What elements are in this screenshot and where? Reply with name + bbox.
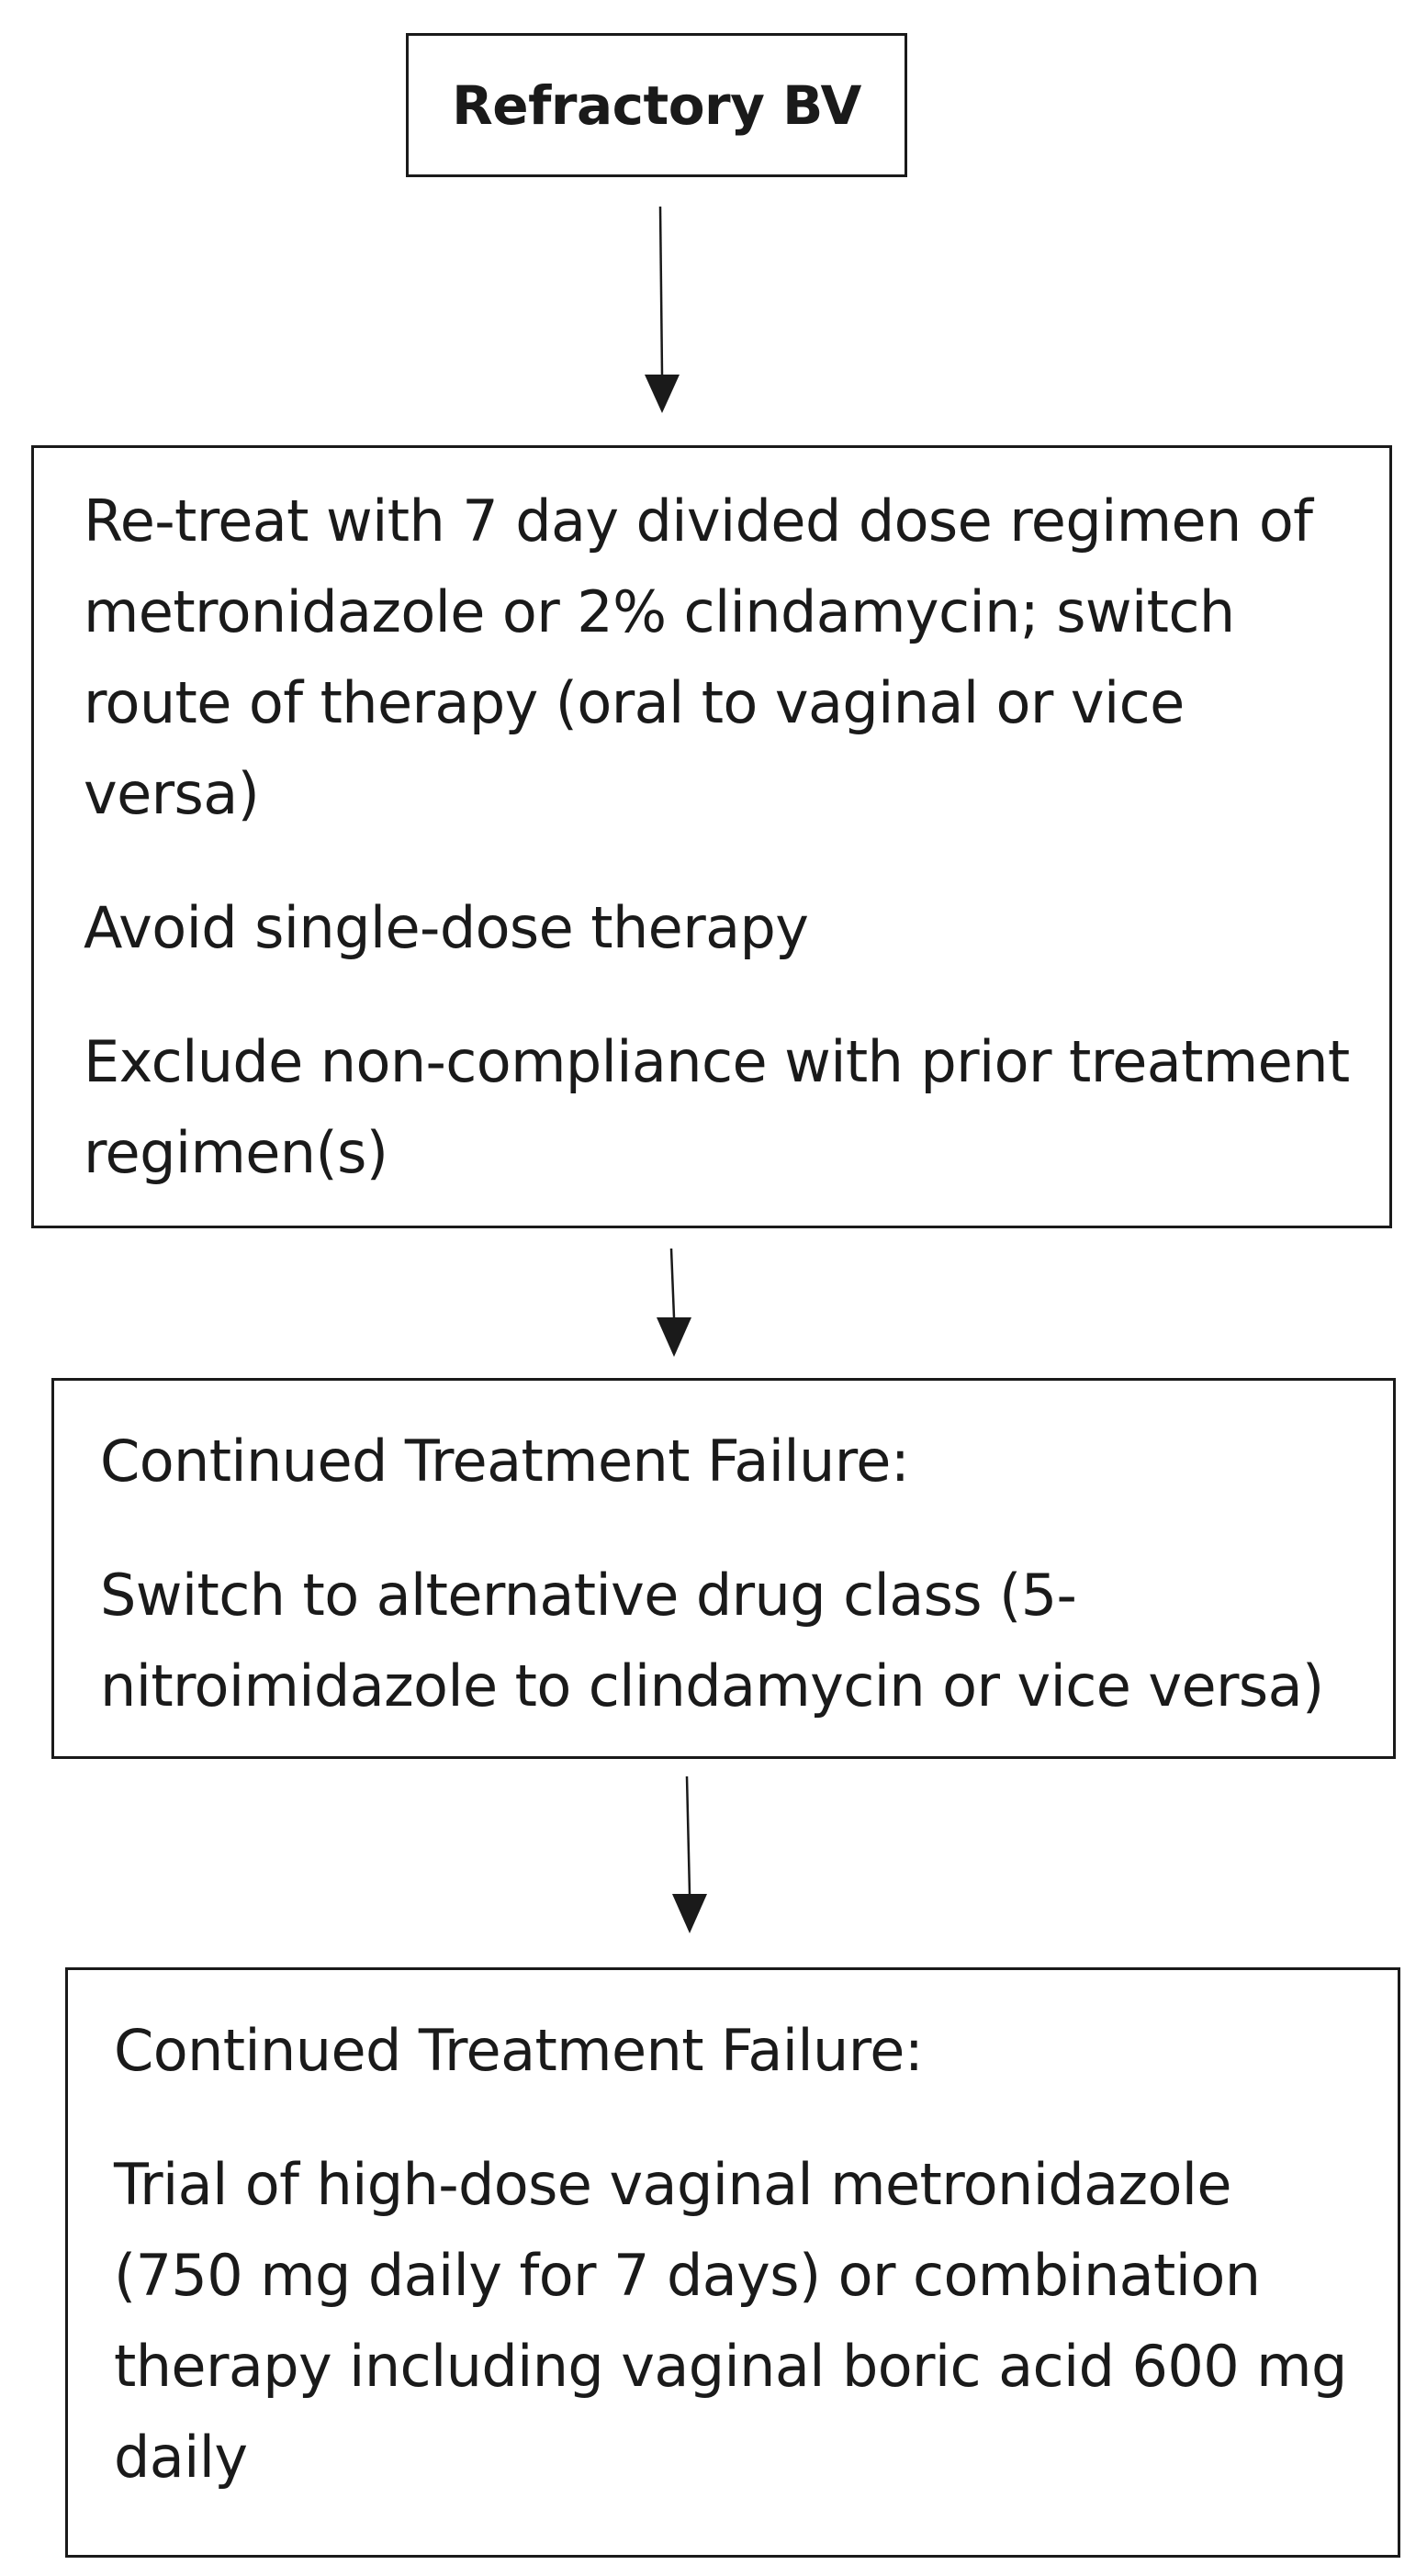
exclude-noncompliance-text: Exclude non-compliance with prior treatment regimen(s) <box>84 1028 1350 1186</box>
avoid-single-dose-text: Avoid single-dose therapy <box>84 894 809 961</box>
arrow-head-icon <box>657 1317 691 1357</box>
arrow-head-icon <box>645 375 680 413</box>
retreat-instruction: Re-treat with 7 day divided dose regimen of metronidazole or 2% clindamycin; switch route of therapy (oral to vaginal or vice versa) <box>84 487 1313 827</box>
switch-drug-class-text: Switch to alternative drug class (5-nitroimidazole to clindamycin or vice versa) <box>100 1562 1324 1719</box>
failure-heading: Continued Treatment Failure: <box>114 2017 924 2084</box>
flowchart-title: Refractory BV <box>452 73 861 137</box>
arrow-start-to-step1 <box>645 207 680 413</box>
failure-heading: Continued Treatment Failure: <box>100 1428 910 1495</box>
high-dose-trial-text: Trial of high-dose vaginal metronidazole (750 mg daily for 7 days) or combination therapy including vaginal boric acid 600 mg daily <box>114 2151 1347 2491</box>
arrow-step1-to-step2 <box>657 1249 691 1357</box>
arrow-step2-to-step3 <box>672 1776 707 1933</box>
arrow-shaft <box>671 1249 674 1317</box>
arrow-head-icon <box>672 1894 707 1933</box>
arrow-shaft <box>687 1776 690 1894</box>
arrow-shaft <box>660 207 662 375</box>
